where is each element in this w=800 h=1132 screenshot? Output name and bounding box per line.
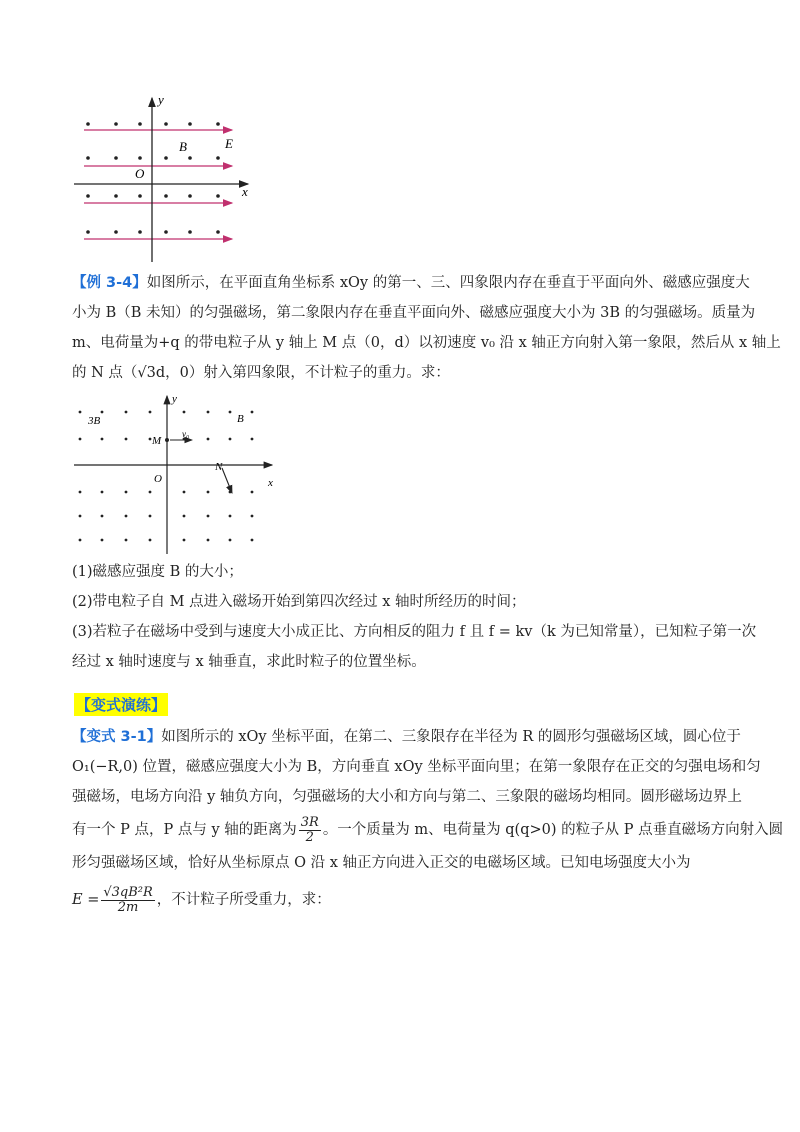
field-dot <box>101 515 104 518</box>
example-line-2: 小为 B（B 未知）的匀强磁场，第二象限内存在垂直平面向外、磁感应强度大小为 3B 的匀强磁场。质量为 <box>72 305 756 321</box>
field-dot <box>101 491 104 494</box>
field-dot <box>216 122 220 126</box>
field-dot <box>164 230 168 234</box>
field-dot <box>149 491 152 494</box>
field-dot <box>207 539 210 542</box>
field-dot <box>138 156 142 160</box>
field-dot <box>251 515 254 518</box>
field-dot <box>251 411 254 414</box>
y-axis-label: y <box>158 92 164 107</box>
field-dot <box>207 491 210 494</box>
figure-1-field-diagram <box>72 92 262 267</box>
figure-2-field-diagram <box>72 392 282 557</box>
magnetic-field-dots <box>86 122 220 234</box>
field-dot <box>183 491 186 494</box>
questions <box>72 557 757 677</box>
field-dot <box>207 438 210 441</box>
variant-line-5: 形匀强磁场区域，恰好从坐标原点 O 沿 x 轴正方向进入正交的电磁场区域。已知电场强度大小为 <box>72 855 691 871</box>
question-2: (2)带电粒子自 M 点进入磁场开始到第四次经过 x 轴时所经历的时间； <box>72 594 526 610</box>
field-dot <box>207 515 210 518</box>
field-dot <box>183 539 186 542</box>
field-dot <box>86 156 90 160</box>
field-dot <box>188 230 192 234</box>
field-dot <box>79 411 82 414</box>
field-dot <box>79 491 82 494</box>
field-dot <box>125 539 128 542</box>
e-formula-fraction <box>101 886 154 915</box>
field-dot <box>188 194 192 198</box>
field-dot <box>86 230 90 234</box>
b-label: B <box>237 413 244 425</box>
e-formula-lhs: E = <box>72 892 100 908</box>
origin-label: O <box>135 166 145 181</box>
variant-line-4a: 有一个 P 点，P 点与 y 轴的距离为 <box>72 822 297 838</box>
question-1: (1)磁感应强度 B 的大小； <box>72 564 243 580</box>
e-label: E <box>225 136 233 151</box>
field-dot <box>229 515 232 518</box>
field-dot <box>79 539 82 542</box>
field-dot <box>251 539 254 542</box>
field-dot <box>164 122 168 126</box>
field-dot <box>251 491 254 494</box>
field-dot <box>149 515 152 518</box>
example-line-1: 如图所示，在平面直角坐标系 xOy 的第一、三、四象限内存在垂直于平面向外、磁感应强度大 <box>146 275 750 291</box>
field-dot <box>183 411 186 414</box>
variant-line-2: O₁(−R,0) 位置，磁感应强度大小为 B，方向垂直 xOy 坐标平面向里；在第一象限存在正交的匀强电场和匀 <box>72 759 761 775</box>
exit-velocity-arrow <box>222 468 232 493</box>
field-dot <box>86 194 90 198</box>
variant-line-3: 强磁场，电场方向沿 y 轴负方向，匀强磁场的大小和方向与第二、三象限的磁场均相同。圆形磁场边界上 <box>72 789 742 805</box>
example-line-3: m、电荷量为+q 的带电粒子从 y 轴上 M 点（0，d）以初速度 v₀ 沿 x 轴正方向射入第一象限，然后从 x 轴上 <box>72 335 781 351</box>
field-dot <box>149 438 152 441</box>
field-dot <box>183 515 186 518</box>
e-formula-numerator: √3qB²R <box>103 884 153 900</box>
field-dot <box>114 122 118 126</box>
origin-label: O <box>154 473 162 485</box>
field-dot <box>125 438 128 441</box>
distance-fraction <box>299 816 321 845</box>
variant-tag: 【变式 3-1】 <box>72 729 162 745</box>
variant-line-6: ，不计粒子所受重力，求： <box>156 892 331 908</box>
field-dot <box>79 515 82 518</box>
field-dot <box>216 156 220 160</box>
variant-3-1 <box>72 722 784 922</box>
section-title: 【变式演练】 <box>74 693 168 716</box>
field-dot <box>216 230 220 234</box>
x-axis-label: x <box>268 477 273 489</box>
x-axis-label: x <box>242 184 248 199</box>
3b-label: 3B <box>88 415 101 427</box>
field-dot <box>114 230 118 234</box>
m-point-label: M <box>152 435 162 447</box>
field-dot <box>138 122 142 126</box>
field-dot <box>149 539 152 542</box>
y-axis-label: y <box>172 393 177 405</box>
example-line-4: 的 N 点（√3d，0）射入第四象限，不计粒子的重力。求： <box>72 365 450 381</box>
question-3-cont: 经过 x 轴时速度与 x 轴垂直，求此时粒子的位置坐标。 <box>72 654 426 670</box>
field-dot <box>114 194 118 198</box>
field-dot <box>101 411 104 414</box>
field-dot <box>138 230 142 234</box>
e-formula-denominator: 2m <box>117 899 139 915</box>
fraction-numerator: 3R <box>300 814 319 830</box>
field-dot <box>229 539 232 542</box>
variant-line-1: 如图所示的 xOy 坐标平面，在第二、三象限存在半径为 R 的圆形匀强磁场区域，圆心位于 <box>161 729 741 745</box>
field-dot <box>125 515 128 518</box>
question-3: (3)若粒子在磁场中受到与速度大小成正比、方向相反的阻力 f 且 f = kv（k 为已知常量），已知粒子第一次 <box>72 624 757 640</box>
field-dot <box>251 438 254 441</box>
field-dot <box>101 438 104 441</box>
field-dot <box>207 411 210 414</box>
n-point-label: N <box>215 461 223 473</box>
m-point <box>165 438 169 442</box>
field-dot <box>188 122 192 126</box>
variant-line-4b: 。一个质量为 m、电荷量为 q(q>0) 的粒子从 P 点垂直磁场方向射入圆 <box>322 822 784 838</box>
example-tag: 【例 3-4】 <box>72 275 147 291</box>
field-dot <box>101 539 104 542</box>
v0-label: v₀ <box>182 429 190 439</box>
field-dot <box>216 194 220 198</box>
field-dot <box>79 438 82 441</box>
field-dot <box>114 156 118 160</box>
field-dot <box>164 194 168 198</box>
field-dot <box>86 122 90 126</box>
b-label: B <box>179 139 187 154</box>
field-dot <box>125 491 128 494</box>
field-dot <box>125 411 128 414</box>
field-dot <box>188 156 192 160</box>
field-dot <box>229 438 232 441</box>
magnetic-field-dots <box>79 411 254 542</box>
example-3-4 <box>72 268 781 388</box>
field-dot <box>138 194 142 198</box>
fraction-denominator: 2 <box>305 829 314 845</box>
field-dot <box>229 411 232 414</box>
field-dot <box>164 156 168 160</box>
field-dot <box>149 411 152 414</box>
